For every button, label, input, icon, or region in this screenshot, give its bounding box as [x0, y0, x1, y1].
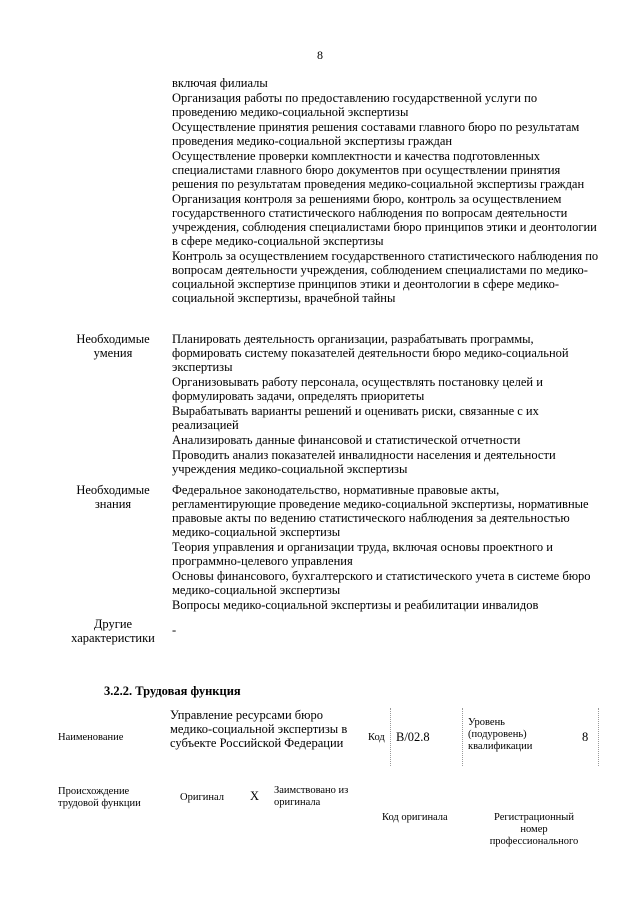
continuation-list: [172, 76, 602, 306]
divider: [390, 708, 391, 766]
code-value: B/02.8: [396, 730, 430, 744]
original-label: Оригинал: [180, 792, 224, 803]
list-item: Организация работы по предоставлению государственной услуги по проведению медико-социальной экспертизы: [172, 91, 538, 119]
section-title: 3.2.2. Трудовая функция: [104, 684, 241, 698]
other-value: -: [172, 623, 177, 637]
level-value: 8: [582, 730, 589, 744]
origin-label: Происхождение трудовой функции: [58, 786, 141, 809]
list-item: Осуществление принятия решения составами главного бюро по результатам проведения медико-социальной экспертизы граждан: [172, 120, 580, 148]
list-item: Основы финансового, бухгалтерского и статистического учета в системе бюро медико-социальной экспертизы: [172, 569, 591, 597]
list-item: Анализировать данные финансовой и статистической отчетности: [172, 433, 521, 447]
list-item: Теория управления и организации труда, включая основы проектного и программно-целевого управления: [172, 540, 553, 568]
list-item: Осуществление проверки комплектности и качества подготовленных специалистами главного бюро документов при осуществлении принятия решения по результатам проведения медико-социальной экспертизы граждан: [172, 149, 585, 191]
divider: [598, 708, 599, 766]
list-item: Проводить анализ показателей инвалидности населения и деятельности учреждения медико-социальной экспертизы: [172, 448, 556, 476]
list-item: включая филиалы: [172, 76, 268, 90]
code-original-label: Код оригинала: [382, 812, 448, 823]
borrowed-label: Заимствовано из оригинала: [274, 785, 349, 808]
list-item: Контроль за осуществлением государственного статистического наблюдения по вопросам деятельности учреждения, соблюдением специалистами по медико-социальной экспертизе принципов этики и деонтологии в сфере медико-социальной экспертизы, врачебной тайны: [172, 249, 599, 305]
code-label: Код: [368, 732, 385, 743]
knowledge-list: [172, 483, 602, 613]
list-item: Организовывать работу персонала, осуществлять постановку целей и формулировать задачи, определять приоритеты: [172, 375, 543, 403]
level-label: Уровень (подуровень) квалификации: [468, 717, 533, 752]
skills-list: [172, 332, 602, 477]
list-item: Вырабатывать варианты решений и оценивать риски, связанные с их реализацией: [172, 404, 539, 432]
name-value: Управление ресурсами бюро медико-социальной экспертизы в субъекте Российской Федерации: [170, 708, 348, 750]
divider: [462, 708, 463, 766]
name-label: Наименование: [58, 732, 124, 743]
skills-label: Необходимые умения: [76, 332, 150, 360]
list-item: Планировать деятельность организации, разрабатывать программы, формировать систему показателей деятельности бюро медико-социальной экспертизы: [172, 332, 569, 374]
reg-number-label: Регистрационный номер профессионального: [489, 812, 579, 847]
list-item: Вопросы медико-социальной экспертизы и реабилитации инвалидов: [172, 598, 539, 612]
page-number: 8: [317, 48, 323, 62]
list-item: Организация контроля за решениями бюро, контроль за осуществлением государственного статистического наблюдения по вопросам деятельности учреждения, соблюдения специалистами бюро принципов этики и деонтологии в сфере медико-социальной экспертизы: [172, 192, 597, 248]
knowledge-label: Необходимые знания: [76, 483, 150, 511]
original-mark: X: [250, 789, 260, 803]
list-item: Федеральное законодательство, нормативные правовые акты, регламентирующие проведение медико-социальной экспертизы, нормативные правовые акты по ведению статистического наблюдения за деятельностью медико-социальной экспертизы: [172, 483, 589, 539]
other-label: Другие характеристики: [71, 617, 155, 645]
